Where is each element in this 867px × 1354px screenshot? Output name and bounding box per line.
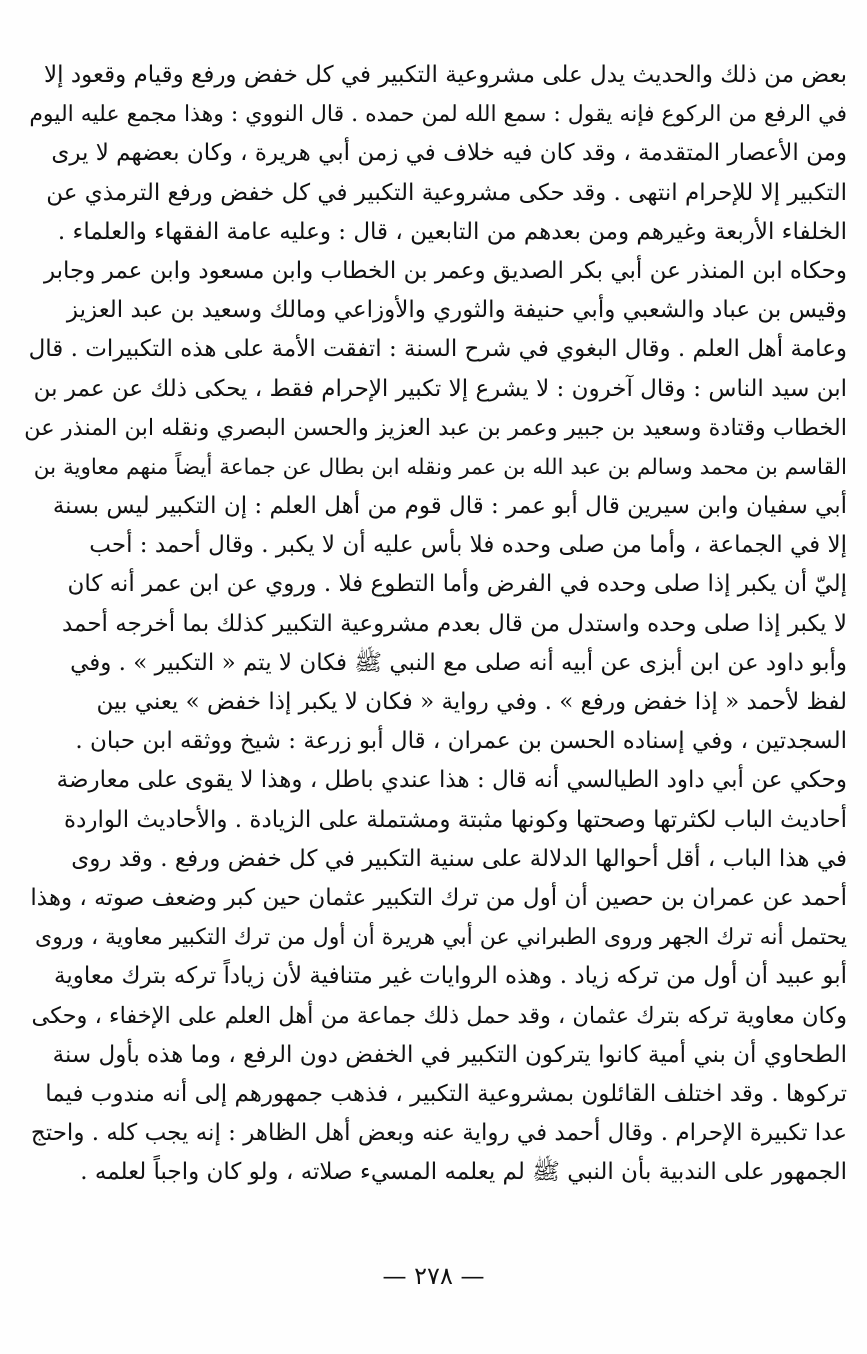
page-number: — ٢٧٨ —: [382, 1262, 485, 1290]
text-line: أحاديث الباب لكثرتها وصحتها وكونها مثبتة ومشتملة على الزيادة . والأحاديث الواردة: [64, 806, 847, 833]
text-line: ومن الأعصار المتقدمة ، وقد كان فيه خلاف في زمن أبي هريرة ، وكان بعضهم لا يرى: [51, 140, 847, 167]
text-line: الطحاوي أن بني أمية كانوا يتركون التكبير في الخفض دون الرفع ، وما هذه بأول سنة: [52, 1041, 847, 1068]
text-line: في الرفع من الركوع فإنه يقول : سمع الله لمن حمده . قال النووي : وهذا مجمع عليه اليوم: [29, 102, 847, 128]
text-line: وعامة أهل العلم . وقال البغوي في شرح السنة : اتفقت الأمة على هذه التكبيرات . قال: [28, 336, 847, 363]
text-line: أبو عبيد أن أول من تركه زياد . وهذه الروايات غير متنافية لأن زياداً تركه بترك معاوية: [53, 963, 847, 990]
text-line: وحكي عن أبي داود الطيالسي أنه قال : هذا عندي باطل ، وهذا لا يقوى على معارضة: [56, 767, 847, 794]
text-line: السجدتين ، وفي إسناده الحسن بن عمران ، قال أبو زرعة : شيخ ووثقه ابن حبان .: [75, 728, 847, 755]
text-line: التكبير إلا للإحرام انتهى . وقد حكى مشروعية التكبير في كل خفض ورفع الترمذي عن: [46, 179, 847, 206]
text-line: في هذا الباب ، أقل أحوالها الدلالة على سنية التكبير في كل خفض ورفع . وقد روى: [71, 845, 847, 872]
text-line: أحمد عن عمران بن حصين أن أول من ترك التكبير عثمان حين كبر وضعف صوته ، وهذا: [30, 884, 847, 911]
text-line: وحكاه ابن المنذر عن أبي بكر الصديق وعمر بن الخطاب وابن مسعود وابن عمر وجابر: [43, 257, 847, 284]
text-line: وقيس بن عباد والشعبي وأبي حنيفة والثوري والأوزاعي ومالك وسعيد بن عبد العزيز: [66, 297, 847, 324]
text-line: الجمهور على الندبية بأن النبي ﷺ لم يعلمه المسيء صلاته ، ولو كان واجباً لعلمه .: [80, 1159, 847, 1186]
text-line: وكان معاوية تركه بترك عثمان ، وقد حمل ذلك جماعة من أهل العلم على الإخفاء ، وحكى: [31, 1002, 847, 1029]
text-line: ابن سيد الناس : وقال آخرون : لا يشرع إلا تكبير الإحرام فقط ، يحكى ذلك عن عمر بن: [33, 375, 847, 402]
text-line: يحتمل أنه ترك الجهر وروى الطبراني عن أبي هريرة أن أول من ترك التكبير معاوية ، وروى: [34, 925, 847, 951]
text-line: لفظ لأحمد « إذا خفض ورفع » . وفي رواية « فكان لا يكبر إذا خفض » يعني بين: [96, 689, 847, 715]
page-body-text: [20, 56, 847, 1192]
text-line: إلا في الجماعة ، وأما من صلى وحده فلا بأس عليه أن لا يكبر . وقال أحمد : أحب: [89, 532, 847, 559]
text-line: إليّ أن يكبر إذا صلى وحده في الفرض وأما التطوع فلا . وروي عن ابن عمر أنه كان: [67, 571, 847, 598]
text-line: لا يكبر إذا صلى وحده واستدل من قال بعدم مشروعية التكبير كذلك بما أخرجه أحمد: [61, 610, 847, 637]
text-line: تركوها . وقد اختلف القائلون بمشروعية التكبير ، فذهب جمهورهم إلى أنه مندوب فيما: [45, 1080, 847, 1107]
text-line: الخلفاء الأربعة وغيرهم ومن بعدهم من التابعين ، قال : وعليه عامة الفقهاء والعلماء .: [57, 218, 847, 245]
text-line: وأبو داود عن ابن أبزى عن أبيه أنه صلى مع النبي ﷺ فكان لا يتم « التكبير » . وفي: [70, 649, 847, 676]
text-line: أبي سفيان وابن سيرين قال أبو عمر : قال قوم من أهل العلم : إن التكبير ليس بسنة: [52, 493, 847, 520]
text-line: الخطاب وقتادة وسعيد بن جبير وعمر بن عبد العزيز والحسن البصري ونقله ابن المنذر عن: [24, 414, 847, 441]
text-line: عدا تكبيرة الإحرام . وقال أحمد في رواية عنه وبعض أهل الظاهر : إنه يجب كله . واحتج: [30, 1120, 847, 1147]
text-line: بعض من ذلك والحديث يدل على مشروعية التكبير في كل خفض ورفع وقيام وقعود إلا: [44, 62, 847, 88]
text-line: القاسم بن محمد وسالم بن عبد الله بن عمر ونقله ابن بطال عن جماعة أيضاً منهم معاوية بن: [33, 454, 847, 480]
